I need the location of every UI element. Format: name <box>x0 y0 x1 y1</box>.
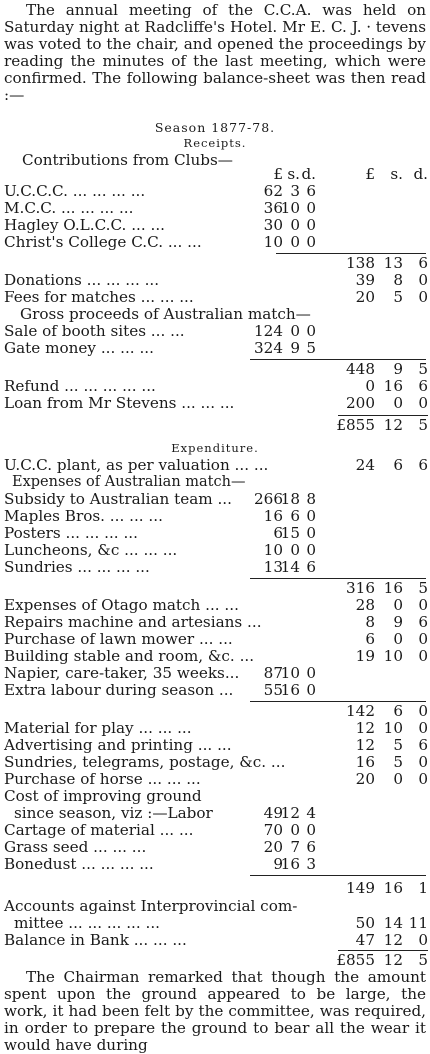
table-row: Loan from Mr Stevens ... ... ... 200 0 0 <box>4 394 428 412</box>
table-row: Subsidy to Australian team ... 266 18 8 <box>4 490 316 508</box>
table-row: U.C.C. plant, as per valuation ... ... 24 6 6 <box>4 456 428 474</box>
table-row: mittee ... ... ... ... ... 50 14 11 <box>14 914 428 932</box>
table-row: Donations ... ... ... ... 39 8 0 <box>4 271 428 289</box>
table-row: Maples Bros. ... ... ... 16 6 0 <box>4 507 316 525</box>
table-row: Purchase of lawn mower ... ... 6 0 0 <box>4 630 428 648</box>
subtotal-row: 149 16 1 <box>346 879 428 897</box>
table-row: Extra labour during season ... 55 16 0 <box>4 681 316 699</box>
table-row: Cartage of material ... ... 70 0 0 <box>4 821 316 839</box>
subtotal-row: 142 6 0 <box>346 702 428 720</box>
table-row: Material for play ... ... ... 12 10 0 <box>4 719 428 737</box>
pence-header: d. <box>413 165 428 183</box>
table-row: Expenses of Otago match ... ... 28 0 0 <box>4 596 428 614</box>
table-row: M.C.C. ... ... ... ... 36 10 0 <box>4 199 316 217</box>
table-row: Sundries, telegrams, postage, &c. ... 16 5 0 <box>4 753 428 771</box>
table-row: Napier, care-taker, 35 weeks... 87 10 0 <box>4 664 316 682</box>
receipts-total-row: £855 12 5 <box>336 416 428 434</box>
expenditure-total-row: £855 12 5 <box>336 951 428 969</box>
expenditure-heading: Expenditure. <box>171 441 259 455</box>
table-row: Posters ... ... ... ... 6 15 0 <box>4 524 316 542</box>
table-row: Hagley O.L.C.C. ... ... 30 0 0 <box>4 216 316 234</box>
closing-paragraph: The Chairman remarked that though the amount spent upon the ground appeared to be large, the work, it had been felt by the committee, was required, in order to prepare the ground to bear all the wear it would have during <box>4 968 426 1054</box>
intro-paragraph: The annual meeting of the C.C.A. was held on Saturday night at Radcliffe's Hotel. Mr E. C. J. ⸱ tevens was voted to the chair, and opened the proceedings by reading the minutes of the last meeting, which were confirmed. The following balance-sheet was then read :— <box>4 1 426 104</box>
receipts-heading: Receipts. <box>183 136 247 150</box>
column-headers <box>4 166 430 183</box>
table-row: Advertising and printing ... ... 12 5 6 <box>4 736 428 754</box>
table-row: U.C.C.C. ... ... ... ... 62 3 6 <box>4 182 316 200</box>
table-row: Christ's College C.C. ... ... 10 0 0 <box>4 233 316 251</box>
ground-heading: Cost of improving ground <box>4 787 202 805</box>
table-row: Grass seed ... ... ... 20 7 6 <box>4 838 316 856</box>
rule-line <box>250 875 426 876</box>
subtotal-row: 316 16 5 <box>346 579 428 597</box>
table-row: Balance in Bank ... ... ... 47 12 0 <box>4 931 428 949</box>
australian-expenses-heading: Expenses of Australian match— <box>12 474 246 490</box>
shillings-header: s. <box>287 165 300 183</box>
table-row: since season, viz :—Labor 49 12 4 <box>14 804 316 822</box>
table-row: Luncheons, &c ... ... ... 10 0 0 <box>4 541 316 559</box>
table-row: Gate money ... ... ... 324 9 5 <box>4 339 316 357</box>
table-row: Repairs machine and artesians ... 8 9 6 <box>4 613 428 631</box>
accounts-label: Accounts against Interprovincial com- <box>4 897 298 915</box>
table-row: Building stable and room, &c. ... 19 10 0 <box>4 647 428 665</box>
subtotal-row: 448 9 5 <box>346 360 428 378</box>
pounds-header: £ <box>365 165 375 183</box>
table-row: Refund ... ... ... ... ... 0 16 6 <box>4 377 428 395</box>
contributions-heading: Contributions from Clubs— <box>22 151 233 169</box>
pence-header: d. <box>301 165 316 183</box>
table-row: Purchase of horse ... ... ... 20 0 0 <box>4 770 428 788</box>
table-row: Sale of booth sites ... ... 124 0 0 <box>4 322 316 340</box>
season-heading: Season 1877-78. <box>154 120 276 135</box>
table-row: Bonedust ... ... ... ... 9 16 3 <box>4 855 316 873</box>
shillings-header: s. <box>390 165 403 183</box>
table-row: Sundries ... ... ... ... 13 14 6 <box>4 558 316 576</box>
table-row: Fees for matches ... ... ... 20 5 0 <box>4 288 428 306</box>
pounds-header: £ <box>273 165 283 183</box>
gross-proceeds-heading: Gross proceeds of Australian match— <box>20 305 311 323</box>
subtotal-row: 138 13 6 <box>346 254 428 272</box>
